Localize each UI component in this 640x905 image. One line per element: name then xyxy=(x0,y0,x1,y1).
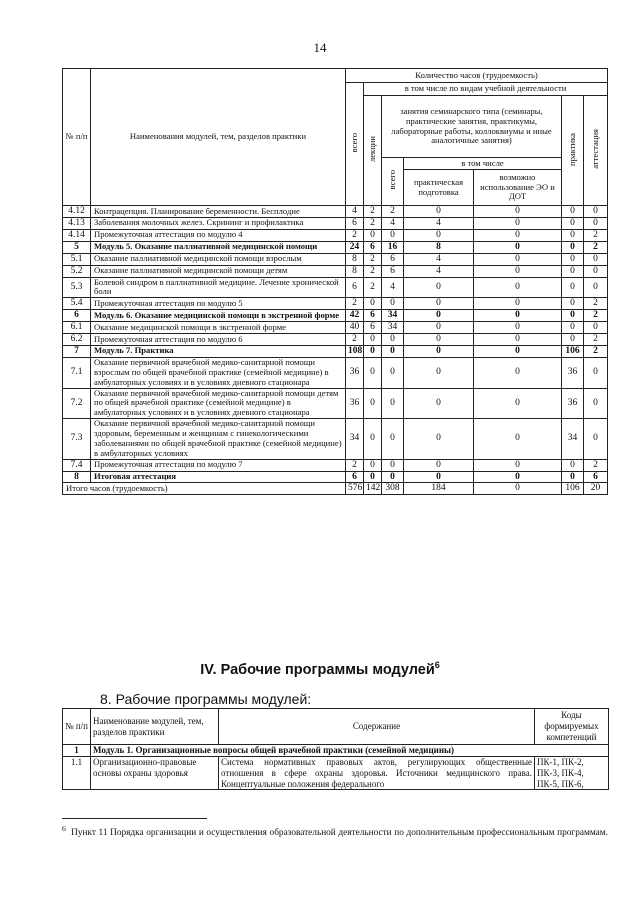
row-value: 0 xyxy=(562,241,584,253)
subheading: 8. Рабочие программы модулей: xyxy=(100,691,312,707)
row-number: 4.13 xyxy=(63,217,91,229)
row-value: 0 xyxy=(404,471,474,483)
row-value: 34 xyxy=(382,310,404,322)
row-value: 0 xyxy=(562,298,584,310)
row-number: 5.4 xyxy=(63,298,91,310)
row-value: 2 xyxy=(584,241,608,253)
row-value: 2 xyxy=(584,310,608,322)
row-name: Промежуточная аттестация по модулю 4 xyxy=(91,229,346,241)
t2-row-num: 1.1 xyxy=(63,757,91,790)
t2-header-content: Содержание xyxy=(219,709,535,745)
table-row xyxy=(63,345,608,357)
footnote-divider xyxy=(62,818,207,819)
table-row xyxy=(63,471,608,483)
row-value: 0 xyxy=(364,419,382,460)
row-value: 0 xyxy=(562,265,584,277)
row-value: 0 xyxy=(474,322,562,334)
row-value: 2 xyxy=(364,217,382,229)
table-row xyxy=(63,229,608,241)
table-row xyxy=(63,265,608,277)
row-value: 4 xyxy=(382,217,404,229)
row-value: 0 xyxy=(584,357,608,388)
row-value: 0 xyxy=(562,459,584,471)
row-value: 0 xyxy=(382,345,404,357)
hours-table xyxy=(62,68,608,495)
row-value: 0 xyxy=(404,322,474,334)
header-practice: практика xyxy=(562,96,584,206)
row-value: 2 xyxy=(364,206,382,218)
row-value: 0 xyxy=(382,459,404,471)
row-value: 0 xyxy=(382,357,404,388)
row-value: 0 xyxy=(474,253,562,265)
row-name: Модуль 5. Оказание паллиативной медицинской помощи xyxy=(91,241,346,253)
row-value: 0 xyxy=(474,265,562,277)
row-name: Модуль 7. Практика xyxy=(91,345,346,357)
row-value: 0 xyxy=(404,345,474,357)
row-value: 0 xyxy=(382,471,404,483)
row-value: 0 xyxy=(474,388,562,419)
header-num: № п/п xyxy=(63,69,91,206)
table-row xyxy=(63,310,608,322)
row-number: 7 xyxy=(63,345,91,357)
row-value: 0 xyxy=(562,334,584,346)
row-name: Оказание первичной врачебной медико-санитарной помощи здоровым, беременным и женщинам с гинекологическими заболеваниями по общей врачебной практике (семейной медицине) в амбулаторных условиях xyxy=(91,419,346,460)
row-value: 0 xyxy=(562,310,584,322)
row-value: 2 xyxy=(584,334,608,346)
row-value: 34 xyxy=(346,419,364,460)
row-value: 2 xyxy=(382,206,404,218)
row-value: 0 xyxy=(364,471,382,483)
header-attestation: аттестация xyxy=(584,96,608,206)
header-seminar: занятия семинарского типа (семинары, практические занятия, практикумы, лабораторные работы, коллоквиумы и иные аналогичные занятия) xyxy=(382,96,562,158)
row-value: 2 xyxy=(584,298,608,310)
table-row xyxy=(63,388,608,419)
row-value: 2 xyxy=(346,334,364,346)
row-value: 0 xyxy=(584,322,608,334)
row-number: 5.1 xyxy=(63,253,91,265)
row-value: 0 xyxy=(474,471,562,483)
table-row xyxy=(63,322,608,334)
row-value: 0 xyxy=(382,298,404,310)
row-value: 0 xyxy=(562,253,584,265)
row-value: 4 xyxy=(346,206,364,218)
row-value: 0 xyxy=(382,388,404,419)
row-value: 0 xyxy=(404,206,474,218)
total-label: Итого часов (трудоемкость) xyxy=(63,483,346,495)
row-value: 4 xyxy=(404,217,474,229)
total-value: 142 xyxy=(364,483,382,495)
t2-header-num: № п/п xyxy=(63,709,91,745)
row-value: 0 xyxy=(474,310,562,322)
row-value: 6 xyxy=(346,471,364,483)
row-value: 4 xyxy=(382,277,404,298)
table-row xyxy=(63,253,608,265)
module-programs-table xyxy=(62,708,609,790)
table-row xyxy=(63,241,608,253)
total-row xyxy=(63,483,608,495)
header-practical: практическая подготовка xyxy=(404,170,474,206)
row-value: 0 xyxy=(404,310,474,322)
row-value: 0 xyxy=(364,229,382,241)
row-value: 2 xyxy=(346,459,364,471)
row-value: 6 xyxy=(346,277,364,298)
row-value: 6 xyxy=(382,265,404,277)
row-value: 0 xyxy=(404,459,474,471)
row-name: Заболевания молочных желез. Скрининг и профилактика xyxy=(91,217,346,229)
row-value: 0 xyxy=(404,277,474,298)
row-value: 0 xyxy=(364,334,382,346)
row-value: 106 xyxy=(562,345,584,357)
row-value: 0 xyxy=(404,388,474,419)
row-value: 0 xyxy=(364,345,382,357)
row-value: 34 xyxy=(562,419,584,460)
row-value: 2 xyxy=(584,229,608,241)
row-value: 0 xyxy=(404,357,474,388)
row-value: 36 xyxy=(562,388,584,419)
row-value: 0 xyxy=(474,241,562,253)
row-number: 7.2 xyxy=(63,388,91,419)
header-by-type: в том числе по видам учебной деятельности xyxy=(364,83,608,96)
row-name: Оказание паллиативной медицинской помощи взрослым xyxy=(91,253,346,265)
row-number: 5.2 xyxy=(63,265,91,277)
table-row xyxy=(63,217,608,229)
t2-module-num: 1 xyxy=(63,745,91,757)
t2-header-name: Наименование модулей, тем, разделов практики xyxy=(91,709,219,745)
row-value: 0 xyxy=(584,265,608,277)
row-value: 0 xyxy=(474,419,562,460)
row-value: 0 xyxy=(474,298,562,310)
table-row xyxy=(63,459,608,471)
row-name: Оказание медицинской помощи в экстренной форме xyxy=(91,322,346,334)
row-value: 2 xyxy=(346,229,364,241)
row-value: 0 xyxy=(474,217,562,229)
page-number: 14 xyxy=(313,40,327,55)
row-value: 0 xyxy=(562,322,584,334)
row-name: Итоговая аттестация xyxy=(91,471,346,483)
t2-module-title: Модуль 1. Организационные вопросы общей врачебной практики (семейной медицины) xyxy=(91,745,609,757)
t2-header-codes: Коды формируемых компетенций xyxy=(535,709,609,745)
row-value: 0 xyxy=(562,471,584,483)
header-total: всего xyxy=(346,83,364,206)
row-value: 0 xyxy=(364,459,382,471)
total-value: 576 xyxy=(346,483,364,495)
row-number: 6 xyxy=(63,310,91,322)
row-value: 0 xyxy=(562,206,584,218)
header-hours: Количество часов (трудоемкость) xyxy=(346,69,608,83)
row-value: 8 xyxy=(346,265,364,277)
row-number: 5.3 xyxy=(63,277,91,298)
t2-row-content: Система нормативных правовых актов, регулирующих общественные отношения в сфере охраны здоровья. Источники медицинского права. Концептуальные положения федерального xyxy=(219,757,535,790)
row-value: 0 xyxy=(382,334,404,346)
row-name: Контрацепция. Планирование беременности. Бесплодие xyxy=(91,206,346,218)
row-value: 6 xyxy=(364,241,382,253)
row-value: 0 xyxy=(474,277,562,298)
section-title: IV. Рабочие программы модулей$^6$ xyxy=(200,660,440,678)
t2-row-name: Организационно-правовые основы охраны здоровья xyxy=(91,757,219,790)
row-value: 0 xyxy=(584,277,608,298)
row-value: 0 xyxy=(404,419,474,460)
header-lectures: лекции xyxy=(364,96,382,206)
row-value: 0 xyxy=(562,277,584,298)
row-number: 7.4 xyxy=(63,459,91,471)
row-value: 6 xyxy=(364,322,382,334)
row-value: 36 xyxy=(562,357,584,388)
row-value: 34 xyxy=(382,322,404,334)
row-value: 4 xyxy=(404,253,474,265)
table-row xyxy=(63,206,608,218)
total-value: 20 xyxy=(584,483,608,495)
header-name: Наименования модулей, тем, разделов практики xyxy=(91,69,346,206)
row-name: Оказание первичной врачебной медико-санитарной помощи взрослым по общей врачебной практике (семейной медицине) в амбулаторных условиях и в условиях дневного стационара xyxy=(91,357,346,388)
total-value: 184 xyxy=(404,483,474,495)
row-number: 8 xyxy=(63,471,91,483)
table-row xyxy=(63,419,608,460)
table-row xyxy=(63,334,608,346)
total-value: 106 xyxy=(562,483,584,495)
row-value: 0 xyxy=(382,229,404,241)
row-value: 36 xyxy=(346,357,364,388)
footnote: $^6$ Пункт 11 Порядка организации и осуществления образовательной деятельности по дополнительным профессиональным программам. xyxy=(62,824,608,839)
row-value: 0 xyxy=(474,334,562,346)
header-incl: в том числе xyxy=(404,158,562,170)
row-number: 4.12 xyxy=(63,206,91,218)
row-number: 5 xyxy=(63,241,91,253)
row-value: 0 xyxy=(474,345,562,357)
header-sem-total: всего xyxy=(382,158,404,206)
row-value: 2 xyxy=(584,459,608,471)
total-value: 308 xyxy=(382,483,404,495)
row-value: 0 xyxy=(584,217,608,229)
row-value: 0 xyxy=(584,253,608,265)
row-value: 2 xyxy=(584,345,608,357)
row-value: 0 xyxy=(474,459,562,471)
row-value: 0 xyxy=(404,298,474,310)
row-value: 8 xyxy=(404,241,474,253)
row-number: 6.2 xyxy=(63,334,91,346)
row-name: Промежуточная аттестация по модулю 6 xyxy=(91,334,346,346)
row-name: Болевой синдром в паллиативной медицине. Лечение хронической боли xyxy=(91,277,346,298)
row-value: 0 xyxy=(474,229,562,241)
row-value: 0 xyxy=(404,334,474,346)
row-value: 6 xyxy=(364,310,382,322)
row-name: Модуль 6. Оказание медицинской помощи в экстренной форме xyxy=(91,310,346,322)
row-value: 0 xyxy=(562,217,584,229)
row-value: 42 xyxy=(346,310,364,322)
row-value: 40 xyxy=(346,322,364,334)
row-name: Оказание паллиативной медицинской помощи детям xyxy=(91,265,346,277)
row-value: 0 xyxy=(364,298,382,310)
row-value: 4 xyxy=(404,265,474,277)
row-value: 2 xyxy=(346,298,364,310)
row-value: 0 xyxy=(584,206,608,218)
row-value: 0 xyxy=(364,357,382,388)
row-number: 4.14 xyxy=(63,229,91,241)
row-value: 8 xyxy=(346,253,364,265)
table-row xyxy=(63,277,608,298)
row-value: 6 xyxy=(346,217,364,229)
row-number: 7.3 xyxy=(63,419,91,460)
row-name: Промежуточная аттестация по модулю 7 xyxy=(91,459,346,471)
table-row xyxy=(63,298,608,310)
row-value: 36 xyxy=(346,388,364,419)
row-value: 0 xyxy=(364,388,382,419)
row-name: Промежуточная аттестация по модулю 5 xyxy=(91,298,346,310)
row-value: 0 xyxy=(474,206,562,218)
total-value: 0 xyxy=(474,483,562,495)
row-value: 2 xyxy=(364,265,382,277)
t2-row-codes: ПК-1, ПК-2, ПК-3, ПК-4, ПК-5, ПК-6, xyxy=(535,757,609,790)
row-value: 6 xyxy=(382,253,404,265)
row-number: 7.1 xyxy=(63,357,91,388)
row-value: 2 xyxy=(364,277,382,298)
row-value: 0 xyxy=(562,229,584,241)
row-value: 0 xyxy=(404,229,474,241)
header-eo-dot: возможно использование ЭО и ДОТ xyxy=(474,170,562,206)
row-value: 0 xyxy=(584,419,608,460)
row-value: 2 xyxy=(364,253,382,265)
row-value: 6 xyxy=(584,471,608,483)
row-value: 0 xyxy=(382,419,404,460)
row-value: 24 xyxy=(346,241,364,253)
row-number: 6.1 xyxy=(63,322,91,334)
row-value: 0 xyxy=(474,357,562,388)
row-value: 0 xyxy=(584,388,608,419)
row-name: Оказание первичной врачебной медико-санитарной помощи детям по общей врачебной практике (семейной медицине) в амбулаторных условиях и в условиях дневного стационара xyxy=(91,388,346,419)
table-row xyxy=(63,357,608,388)
row-value: 16 xyxy=(382,241,404,253)
row-value: 108 xyxy=(346,345,364,357)
